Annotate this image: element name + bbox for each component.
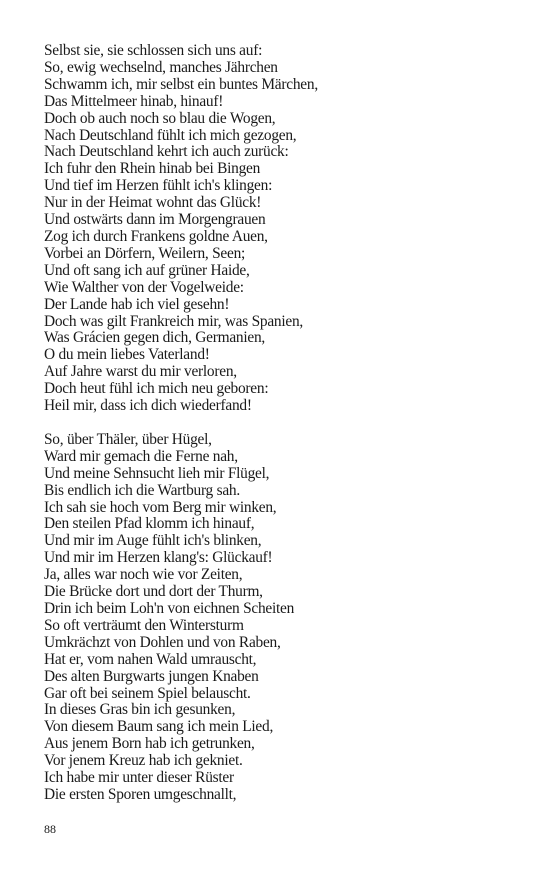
verse-line: Nach Deutschland fühlt ich mich gezogen, — [44, 126, 297, 144]
verse-line: Das Mittelmeer hinab, hinauf! — [44, 92, 224, 110]
verse-line: Schwamm ich, mir selbst ein buntes Märchen, — [44, 75, 318, 93]
verse-line: Und mir im Herzen klang's: Glückauf! — [44, 549, 273, 567]
verse-line: Ich habe mir unter dieser Rüster — [44, 769, 234, 787]
verse-line: Die Brücke dort und dort der Thurm, — [44, 583, 263, 601]
verse-line: Des alten Burgwarts jungen Knaben — [44, 667, 259, 685]
verse-line: Doch heut fühl ich mich neu geboren: — [44, 380, 269, 398]
verse-line: Die ersten Sporen umgeschnallt, — [44, 785, 237, 803]
verse-line: Doch ob auch noch so blau die Wogen, — [44, 109, 276, 127]
verse-line: Drin ich beim Loh'n von eichnen Scheiten — [44, 600, 295, 617]
verse-line: Ward mir gemach die Ferne nah, — [44, 447, 238, 465]
verse-line: Und ostwärts dann im Morgengrauen — [44, 211, 266, 229]
verse-line: Ich sah sie hoch vom Berg mir winken, — [44, 498, 277, 516]
verse-line: Ich fuhr den Rhein hinab bei Bingen — [44, 160, 261, 178]
verse-line: Heil mir, dass ich dich wiederfand! — [44, 397, 252, 415]
verse-line: Und tief im Herzen fühlt ich's klingen: — [44, 177, 273, 195]
verse-line: Und meine Sehnsucht lieh mir Flügel, — [44, 464, 270, 482]
verse-line: So, über Thäler, über Hügel, — [44, 430, 212, 448]
verse-line: Und oft sang ich auf grüner Haide, — [44, 261, 250, 279]
verse-line: In dieses Gras bin ich gesunken, — [44, 701, 236, 719]
verse-line: Zog ich durch Frankens goldne Auen, — [44, 227, 268, 245]
verse-line: Bis endlich ich die Wartburg sah. — [44, 481, 240, 499]
verse-line: So oft verträumt den Wintersturm — [44, 616, 244, 634]
stanza-1 — [44, 43, 514, 415]
verse-line: Den steilen Pfad klomm ich hinauf, — [44, 515, 255, 533]
verse-line: Hat er, vom nahen Wald umrauscht, — [44, 650, 257, 668]
verse-line: Wie Walther von der Vogelweide: — [44, 278, 244, 296]
verse-line: Von diesem Baum sang ich mein Lied, — [44, 718, 274, 736]
verse-line: Vor jenem Kreuz hab ich gekniet. — [44, 752, 243, 770]
page-number: 88 — [44, 822, 56, 836]
verse-line: Der Lande hab ich viel gesehn! — [44, 295, 230, 313]
verse-line: Was Grácien gegen dich, Germanien, — [44, 329, 266, 347]
verse-line: Auf Jahre warst du mir verloren, — [44, 363, 237, 381]
verse-line: Doch was gilt Frankreich mir, was Spanien, — [44, 312, 304, 330]
verse-line: So, ewig wechselnd, manches Jährchen — [44, 58, 278, 76]
stanza-2 — [44, 432, 514, 804]
verse-line: Vorbei an Dörfern, Weilern, Seen; — [44, 244, 246, 262]
poem-text — [44, 43, 514, 804]
verse-line: Umkrächzt von Dohlen und von Raben, — [44, 633, 281, 651]
verse-line: Selbst sie, sie schlossen sich uns auf: — [44, 42, 263, 59]
verse-line: Ja, alles war noch wie vor Zeiten, — [44, 566, 243, 584]
verse-line: Aus jenem Born hab ich getrunken, — [44, 735, 255, 753]
verse-line: Nach Deutschland kehrt ich auch zurück: — [44, 143, 289, 161]
verse-line: O du mein liebes Vaterland! — [44, 346, 210, 364]
verse-line: Und mir im Auge fühlt ich's blinken, — [44, 532, 262, 550]
verse-line: Nur in der Heimat wohnt das Glück! — [44, 194, 262, 212]
verse-line: Gar oft bei seinem Spiel belauscht. — [44, 684, 251, 702]
